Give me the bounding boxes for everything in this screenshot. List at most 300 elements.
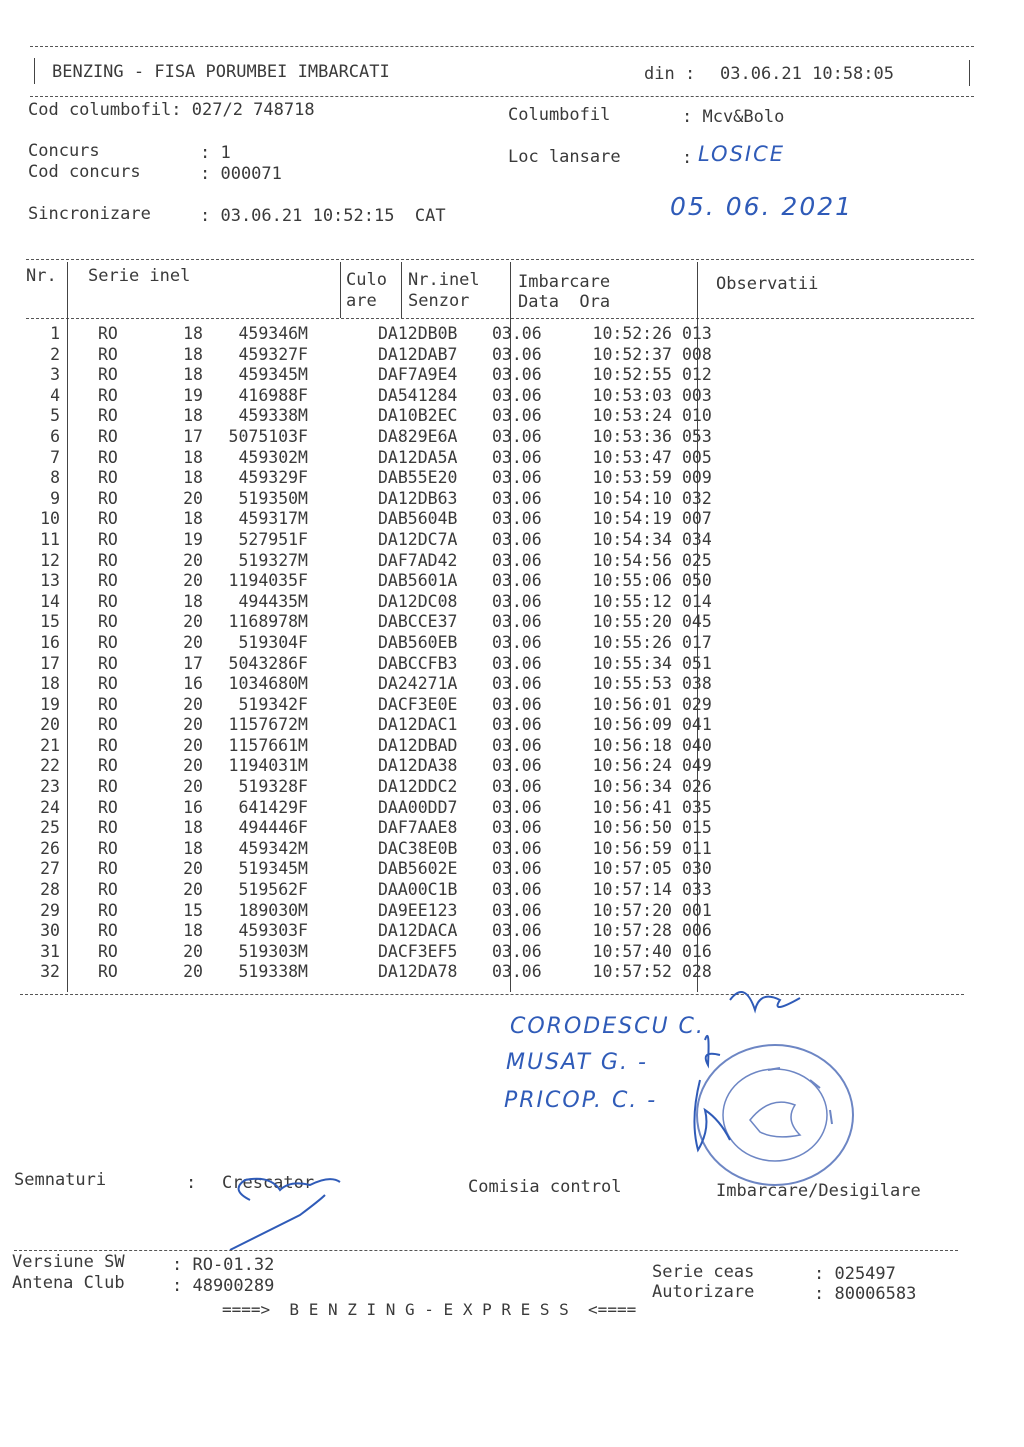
table-row	[20, 448, 742, 469]
row-country: RO	[98, 468, 118, 488]
row-country: RO	[98, 365, 118, 385]
col-sep-culoare	[401, 262, 402, 318]
row-nr: 24	[40, 797, 60, 817]
row-sensor: DA829E6A	[378, 426, 458, 446]
row-year: 20	[183, 715, 203, 735]
row-observation: 014	[682, 591, 712, 611]
table-row	[20, 427, 742, 448]
row-date: 03.06	[492, 488, 542, 508]
row-nr: 5	[50, 406, 60, 426]
print-date-value: 03.06.21 10:58:05	[720, 64, 894, 84]
row-color	[314, 818, 372, 839]
row-time: 10:54:56	[592, 550, 672, 570]
row-country: RO	[98, 406, 118, 426]
row-sensor: DA12DB63	[378, 488, 458, 508]
row-ring-number: 494446F	[238, 818, 308, 838]
row-color	[314, 530, 372, 551]
columbofil-value: : Mcv&Bolo	[682, 107, 785, 127]
row-observation: 003	[682, 385, 712, 405]
table-row	[20, 530, 742, 551]
row-sensor: DA9EE123	[378, 900, 458, 920]
handwritten-date: 05. 06. 2021	[670, 192, 854, 221]
row-date: 03.06	[492, 859, 542, 879]
row-ring-number: 519328F	[238, 777, 308, 797]
row-nr: 8	[50, 468, 60, 488]
row-year: 16	[183, 674, 203, 694]
row-sensor: DA12DAB7	[378, 344, 458, 364]
row-year: 18	[183, 509, 203, 529]
row-date: 03.06	[492, 324, 542, 343]
col-header-imbarcare-1: Imbarcare	[518, 272, 611, 292]
row-time: 10:53:47	[592, 447, 672, 467]
table-row	[20, 942, 742, 963]
row-date: 03.06	[492, 571, 542, 591]
row-date: 03.06	[492, 715, 542, 735]
row-sensor: DAA00DD7	[378, 797, 458, 817]
columbofil-label: Columbofil	[508, 105, 611, 125]
table-row	[20, 880, 742, 901]
row-observation: 053	[682, 426, 712, 446]
table-row	[20, 468, 742, 489]
loc-lansare-label: Loc lansare	[508, 147, 621, 167]
semnaturi-label: Semnaturi	[14, 1170, 107, 1190]
crescator-label: Crescator	[222, 1173, 315, 1193]
row-nr: 28	[40, 880, 60, 900]
table-row	[20, 962, 742, 983]
row-country: RO	[98, 632, 118, 652]
table-row	[20, 756, 742, 777]
row-country: RO	[98, 962, 118, 982]
row-date: 03.06	[492, 365, 542, 385]
commission-name-1: CORODESCU C.	[510, 1014, 705, 1039]
row-country: RO	[98, 694, 118, 714]
col-header-imbarcare-2: Data Ora	[518, 292, 611, 312]
row-year: 18	[183, 447, 203, 467]
commission-signatures	[670, 980, 810, 1170]
row-color	[314, 612, 372, 633]
row-nr: 9	[50, 488, 60, 508]
row-observation: 030	[682, 859, 712, 879]
row-ring-number: 519327M	[238, 550, 308, 570]
row-ring-number: 1157672M	[228, 715, 308, 735]
row-nr: 12	[40, 550, 60, 570]
row-observation: 006	[682, 921, 712, 941]
col-sep-serie	[340, 262, 341, 318]
row-nr: 13	[40, 571, 60, 591]
row-nr: 16	[40, 632, 60, 652]
row-sensor: DA10B2EC	[378, 406, 458, 426]
row-sensor: DAF7A9E4	[378, 365, 458, 385]
row-date: 03.06	[492, 694, 542, 714]
row-time: 10:56:50	[592, 818, 672, 838]
row-date: 03.06	[492, 344, 542, 364]
versiune-sw-value: : RO-01.32	[172, 1255, 275, 1275]
row-date: 03.06	[492, 653, 542, 673]
row-sensor: DA12DAC1	[378, 715, 458, 735]
row-time: 10:53:03	[592, 385, 672, 405]
row-sensor: DAC38E0B	[378, 838, 458, 858]
row-sensor: DAB5601A	[378, 571, 458, 591]
row-date: 03.06	[492, 941, 542, 961]
row-country: RO	[98, 900, 118, 920]
row-color	[314, 406, 372, 427]
row-time: 10:54:10	[592, 488, 672, 508]
row-country: RO	[98, 797, 118, 817]
row-country: RO	[98, 818, 118, 838]
row-time: 10:56:34	[592, 777, 672, 797]
table-row	[20, 736, 742, 757]
row-ring-number: 459346M	[238, 324, 308, 343]
header-top-rule	[30, 46, 974, 47]
row-color	[314, 715, 372, 736]
header-right-border	[969, 60, 970, 86]
row-date: 03.06	[492, 447, 542, 467]
table-row	[20, 839, 742, 860]
row-ring-number: 519562F	[238, 880, 308, 900]
col-header-culoare-1: Culo	[346, 270, 387, 290]
row-ring-number: 459345M	[238, 365, 308, 385]
row-observation: 017	[682, 632, 712, 652]
row-year: 17	[183, 426, 203, 446]
row-sensor: DAF7AAE8	[378, 818, 458, 838]
row-color	[314, 798, 372, 819]
row-time: 10:52:37	[592, 344, 672, 364]
row-nr: 26	[40, 838, 60, 858]
col-header-observatii: Observatii	[716, 274, 819, 294]
row-date: 03.06	[492, 797, 542, 817]
row-country: RO	[98, 941, 118, 961]
row-country: RO	[98, 674, 118, 694]
row-country: RO	[98, 529, 118, 549]
row-time: 10:56:24	[592, 756, 672, 776]
row-country: RO	[98, 612, 118, 632]
row-date: 03.06	[492, 509, 542, 529]
row-ring-number: 459329F	[238, 468, 308, 488]
print-date-label: din :	[644, 64, 696, 84]
row-observation: 035	[682, 797, 712, 817]
row-year: 18	[183, 406, 203, 426]
commission-name-2: MUSAT G. -	[506, 1050, 648, 1075]
row-time: 10:55:06	[592, 571, 672, 591]
row-observation: 007	[682, 509, 712, 529]
row-ring-number: 459302M	[238, 447, 308, 467]
row-sensor: DA12DDC2	[378, 777, 458, 797]
row-color	[314, 839, 372, 860]
table-row	[20, 345, 742, 366]
table-row	[20, 859, 742, 880]
row-nr: 19	[40, 694, 60, 714]
row-sensor: DA12DB0B	[378, 324, 458, 343]
row-color	[314, 468, 372, 489]
row-sensor: DA541284	[378, 385, 458, 405]
row-observation: 028	[682, 962, 712, 982]
col-header-serie: Serie inel	[88, 266, 191, 286]
row-date: 03.06	[492, 962, 542, 982]
row-ring-number: 459317M	[238, 509, 308, 529]
table-row	[20, 612, 742, 633]
row-ring-number: 1034680M	[228, 674, 308, 694]
row-ring-number: 459342M	[238, 838, 308, 858]
row-ring-number: 494435M	[238, 591, 308, 611]
table-row	[20, 551, 742, 572]
row-time: 10:57:20	[592, 900, 672, 920]
table-row	[20, 386, 742, 407]
row-year: 20	[183, 694, 203, 714]
row-color	[314, 942, 372, 963]
footer-rule	[14, 1250, 958, 1251]
imbarcare-desigilare-label: Imbarcare/Desigilare	[716, 1181, 921, 1201]
row-observation: 009	[682, 468, 712, 488]
row-country: RO	[98, 488, 118, 508]
row-ring-number: 459327F	[238, 344, 308, 364]
antena-club-value: : 48900289	[172, 1276, 275, 1296]
row-observation: 049	[682, 756, 712, 776]
row-time: 10:55:12	[592, 591, 672, 611]
row-ring-number: 519338M	[238, 962, 308, 982]
row-country: RO	[98, 591, 118, 611]
row-year: 19	[183, 385, 203, 405]
row-country: RO	[98, 859, 118, 879]
row-sensor: DABCCE37	[378, 612, 458, 632]
row-observation: 040	[682, 735, 712, 755]
row-ring-number: 416988F	[238, 385, 308, 405]
row-country: RO	[98, 880, 118, 900]
row-ring-number: 527951F	[238, 529, 308, 549]
commission-name-3: PRICOP. C. -	[504, 1088, 658, 1113]
row-color	[314, 489, 372, 510]
row-color	[314, 674, 372, 695]
row-ring-number: 1194035F	[228, 571, 308, 591]
row-color	[314, 901, 372, 922]
table-row	[20, 921, 742, 942]
row-country: RO	[98, 777, 118, 797]
sincronizare-label: Sincronizare	[28, 204, 151, 224]
row-country: RO	[98, 385, 118, 405]
row-date: 03.06	[492, 632, 542, 652]
row-nr: 23	[40, 777, 60, 797]
row-year: 18	[183, 818, 203, 838]
row-nr: 17	[40, 653, 60, 673]
row-sensor: DA12DA78	[378, 962, 458, 982]
row-date: 03.06	[492, 777, 542, 797]
row-time: 10:56:09	[592, 715, 672, 735]
row-time: 10:55:26	[592, 632, 672, 652]
row-ring-number: 459338M	[238, 406, 308, 426]
row-color	[314, 365, 372, 386]
row-ring-number: 519303M	[238, 941, 308, 961]
table-row	[20, 365, 742, 386]
row-observation: 008	[682, 344, 712, 364]
row-observation: 041	[682, 715, 712, 735]
row-sensor: DAF7AD42	[378, 550, 458, 570]
concurs-label: Concurs	[28, 141, 100, 161]
row-time: 10:53:36	[592, 426, 672, 446]
row-color	[314, 777, 372, 798]
table-row	[20, 901, 742, 922]
row-color	[314, 324, 372, 345]
row-color	[314, 880, 372, 901]
row-time: 10:56:59	[592, 838, 672, 858]
row-date: 03.06	[492, 900, 542, 920]
row-ring-number: 189030M	[238, 900, 308, 920]
row-time: 10:53:59	[592, 468, 672, 488]
versiune-sw-label: Versiune SW	[12, 1252, 125, 1272]
row-country: RO	[98, 715, 118, 735]
row-nr: 29	[40, 900, 60, 920]
row-ring-number: 519342F	[238, 694, 308, 714]
row-sensor: DA12DACA	[378, 921, 458, 941]
row-nr: 6	[50, 426, 60, 446]
table-row	[20, 715, 742, 736]
table-row	[20, 633, 742, 654]
antena-club-label: Antena Club	[12, 1273, 125, 1293]
row-observation: 025	[682, 550, 712, 570]
row-observation: 032	[682, 488, 712, 508]
row-observation: 016	[682, 941, 712, 961]
row-color	[314, 509, 372, 530]
row-observation: 005	[682, 447, 712, 467]
row-observation: 011	[682, 838, 712, 858]
row-nr: 20	[40, 715, 60, 735]
row-year: 20	[183, 632, 203, 652]
col-header-nrinel-1: Nr.inel	[408, 270, 480, 290]
row-color	[314, 756, 372, 777]
row-time: 10:57:28	[592, 921, 672, 941]
row-ring-number: 1168978M	[228, 612, 308, 632]
row-sensor: DA12DA5A	[378, 447, 458, 467]
row-nr: 27	[40, 859, 60, 879]
table-row	[20, 592, 742, 613]
row-country: RO	[98, 838, 118, 858]
crescator-signature	[220, 1170, 350, 1260]
row-nr: 7	[50, 447, 60, 467]
row-nr: 11	[40, 529, 60, 549]
row-date: 03.06	[492, 818, 542, 838]
row-date: 03.06	[492, 756, 542, 776]
row-time: 10:54:34	[592, 529, 672, 549]
row-sensor: DACF3E0E	[378, 694, 458, 714]
row-color	[314, 345, 372, 366]
row-sensor: DAA00C1B	[378, 880, 458, 900]
row-year: 20	[183, 735, 203, 755]
row-observation: 026	[682, 777, 712, 797]
row-date: 03.06	[492, 591, 542, 611]
table-bottom-rule	[20, 994, 964, 995]
row-country: RO	[98, 324, 118, 343]
row-year: 17	[183, 653, 203, 673]
row-observation: 001	[682, 900, 712, 920]
col-header-nrinel-2: Senzor	[408, 291, 470, 311]
row-observation: 015	[682, 818, 712, 838]
row-date: 03.06	[492, 550, 542, 570]
row-time: 10:57:52	[592, 962, 672, 982]
row-color	[314, 448, 372, 469]
row-year: 18	[183, 468, 203, 488]
header-left-border	[34, 58, 35, 84]
row-observation: 045	[682, 612, 712, 632]
row-year: 20	[183, 756, 203, 776]
row-year: 20	[183, 880, 203, 900]
row-time: 10:56:41	[592, 797, 672, 817]
row-color	[314, 859, 372, 880]
row-year: 18	[183, 921, 203, 941]
row-nr: 32	[40, 962, 60, 982]
row-date: 03.06	[492, 880, 542, 900]
row-nr: 31	[40, 941, 60, 961]
row-year: 18	[183, 838, 203, 858]
row-nr: 18	[40, 674, 60, 694]
table-row	[20, 777, 742, 798]
row-color	[314, 571, 372, 592]
row-date: 03.06	[492, 426, 542, 446]
row-nr: 4	[50, 385, 60, 405]
row-year: 20	[183, 571, 203, 591]
cod-columbofil: Cod columbofil: 027/2 748718	[28, 100, 315, 120]
table-top-rule	[26, 259, 974, 260]
row-date: 03.06	[492, 612, 542, 632]
row-date: 03.06	[492, 385, 542, 405]
row-nr: 15	[40, 612, 60, 632]
row-nr: 10	[40, 509, 60, 529]
row-time: 10:55:20	[592, 612, 672, 632]
row-country: RO	[98, 921, 118, 941]
row-nr: 2	[50, 344, 60, 364]
row-year: 19	[183, 529, 203, 549]
row-color	[314, 633, 372, 654]
table-row	[20, 406, 742, 427]
row-sensor: DA12DA38	[378, 756, 458, 776]
sincronizare-value: : 03.06.21 10:52:15 CAT	[200, 206, 446, 226]
row-time: 10:56:18	[592, 735, 672, 755]
row-year: 20	[183, 612, 203, 632]
header-bottom-rule	[30, 96, 974, 97]
row-sensor: DA12DC08	[378, 591, 458, 611]
table-row	[20, 571, 742, 592]
row-sensor: DACF3EF5	[378, 941, 458, 961]
row-year: 20	[183, 777, 203, 797]
table-row	[20, 509, 742, 530]
row-year: 15	[183, 900, 203, 920]
row-sensor: DA12DC7A	[378, 529, 458, 549]
row-nr: 22	[40, 756, 60, 776]
row-year: 16	[183, 797, 203, 817]
row-color	[314, 386, 372, 407]
row-ring-number: 5043286F	[228, 653, 308, 673]
row-year: 20	[183, 488, 203, 508]
row-country: RO	[98, 447, 118, 467]
row-color	[314, 427, 372, 448]
row-year: 20	[183, 941, 203, 961]
row-time: 10:52:26	[592, 324, 672, 343]
row-nr: 14	[40, 591, 60, 611]
row-ring-number: 641429F	[238, 797, 308, 817]
row-ring-number: 519304F	[238, 632, 308, 652]
row-ring-number: 1157661M	[228, 735, 308, 755]
table-row	[20, 654, 742, 675]
row-date: 03.06	[492, 406, 542, 426]
autorizare-label: Autorizare	[652, 1282, 755, 1302]
row-nr: 21	[40, 735, 60, 755]
row-time: 10:57:40	[592, 941, 672, 961]
row-color	[314, 962, 372, 983]
row-time: 10:54:19	[592, 509, 672, 529]
row-sensor: DABCCFB3	[378, 653, 458, 673]
row-observation: 013	[682, 324, 712, 343]
autorizare-value: : 80006583	[814, 1284, 917, 1304]
serie-ceas-label: Serie ceas	[652, 1262, 755, 1282]
row-date: 03.06	[492, 468, 542, 488]
row-color	[314, 654, 372, 675]
